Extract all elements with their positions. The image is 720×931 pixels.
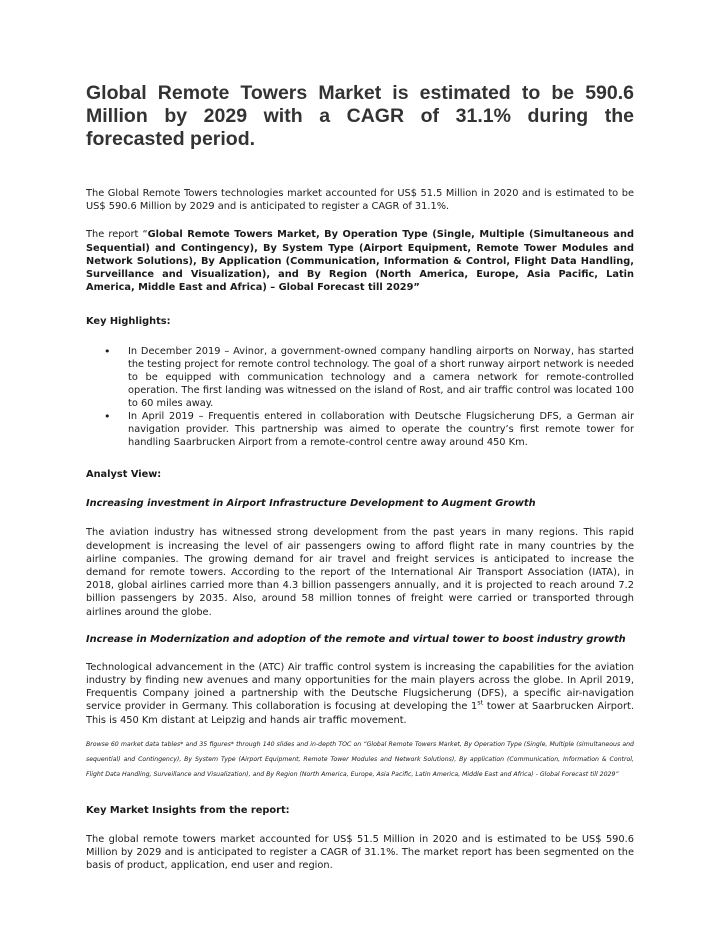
modernization-text-part2: tower at Saarbrucken Airport. This is 450 Km distant at Leipzig and hands air traffic movement. bbox=[86, 701, 634, 726]
key-highlights-heading: Key Highlights: bbox=[86, 316, 171, 328]
document-title: Global Remote Towers Market is estimated to be 590.6 Million by 2029 with a CAGR of 31.1% during the forecasted period. bbox=[86, 82, 634, 150]
highlight-text: In December 2019 – Avinor, a government-owned company handling airports on Norway, has started the testing project for remote control technology. The goal of a short runway airport network is needed to be equipped with communication technology and a camera network for remote-controlled operation. The first landing was witnessed on the island of Rost, and air traffic control was located 100 to 60 miles away. bbox=[128, 346, 634, 410]
key-highlights-list bbox=[86, 345, 634, 449]
section-heading-modernization: Increase in Modernization and adoption of the remote and virtual tower to boost industry growth bbox=[86, 633, 626, 645]
modernization-text-part1: Technological advancement in the (ATC) Air traffic control system is increasing the capabilities for the aviation industry by finding new avenues and many opportunities for the main players across the globe. In April 2019, Frequentis Company joined a partnership with the Deutsche Flugsicherung (DFS), a specific air-navigation service provider in Germany. This collaboration is focusing at developing the 1 bbox=[86, 661, 634, 713]
list-item bbox=[86, 410, 634, 449]
section-heading-infrastructure: Increasing investment in Airport Infrastructure Development to Augment Growth bbox=[86, 498, 536, 510]
section-body-infrastructure: The aviation industry has witnessed strong development from the past years in many regions. This rapid development is increasing the level of air passengers owing to afford flight rate in many countries by the airline companies. The growing demand for air travel and freight services is anticipated to increase the demand for remote towers. According to the report of the International Air Transport Association (IATA), in 2018, global airlines carried more than 4.3 billion passengers annually, and it is projected to reach around 7.2 billion passengers by 2035. Also, around 58 million tonnes of freight were carried or transported through airlines around the globe. bbox=[86, 527, 634, 618]
key-market-insights-heading: Key Market Insights from the report: bbox=[86, 804, 290, 816]
bullet-icon: • bbox=[104, 345, 111, 359]
intro-paragraph: The Global Remote Towers technologies market accounted for US$ 51.5 Million in 2020 and is estimated to be US$ 590.6 Million by 2029 and is anticipated to register a CAGR of 31.1%. bbox=[86, 188, 634, 213]
report-paragraph bbox=[86, 228, 634, 294]
list-item bbox=[86, 345, 634, 410]
report-title-bold: Global Remote Towers Market, By Operation Type (Single, Multiple (Simultaneous and Sequential) and Contingency), By System Type (Airport Equipment, Remote Tower Modules and Network Solutions), By Application (Communication, Information & Control, Flight Data Handling, Surveillance and Visualization), and By Region (North America, Europe, Asia Pacific, Latin America, Middle East and Africa) – Global Forecast till 2029” bbox=[86, 229, 635, 294]
browse-note: Browse 60 market data tables* and 35 figures* through 140 slides and in-depth TOC on “Global Remote Towers Market, By Operation Type (Single, Multiple (simultaneous and sequential) and Contingency), By System Type (Airport Equipment, Remote Tower Modules and Network Solutions), By application (Communication, Information & Control, Flight Data Handling, Surveillance and Visualization), and By Region (North America, Europe, Asia Pacific, Latin America, Middle East and Africa) - Global Forecast till 2029” bbox=[86, 740, 634, 778]
report-prefix: The report “ bbox=[86, 229, 148, 241]
superscript-st: st bbox=[477, 699, 484, 708]
key-market-insights-body: The global remote towers market accounted for US$ 51.5 Million in 2020 and is estimated to be US$ 590.6 Million by 2029 and is anticipated to register a CAGR of 31.1%. The market report has been segmented on the basis of product, application, end user and region. bbox=[86, 833, 634, 872]
bullet-icon: • bbox=[104, 410, 111, 424]
section-body-modernization bbox=[86, 661, 634, 727]
analyst-view-heading: Analyst View: bbox=[86, 469, 162, 481]
highlight-text: In April 2019 – Frequentis entered in collaboration with Deutsche Flugsicherung DFS, a German air navigation provider. This partnership was aimed to operate the country’s first remote tower for handling Saarbrucken Airport from a remote-control centre away around 450 Km. bbox=[128, 411, 634, 449]
